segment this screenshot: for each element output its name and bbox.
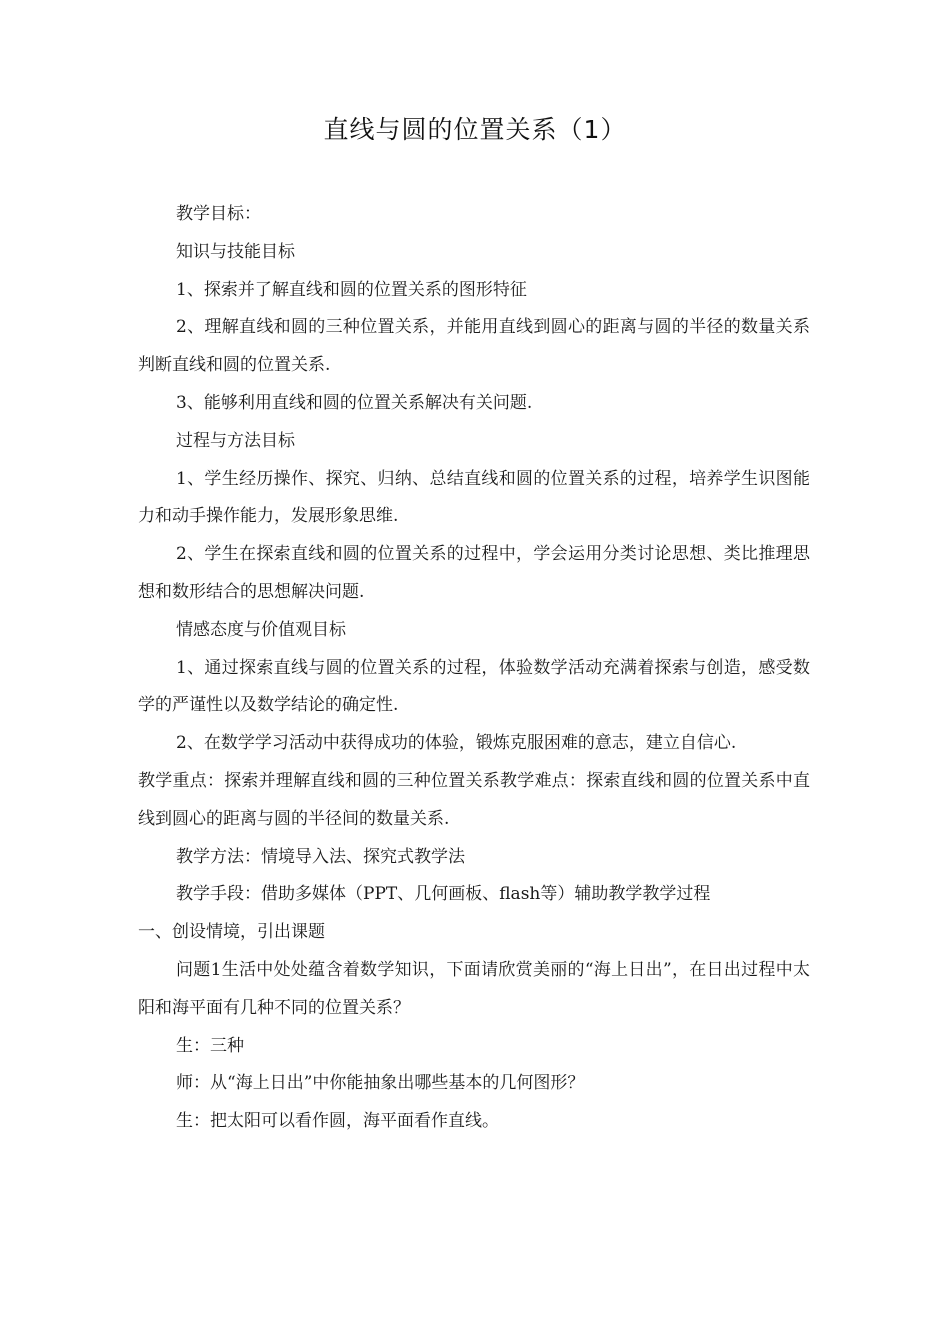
objective-item: 2、理解直线和圆的三种位置关系，并能用直线到圆心的距离与圆的半径的数量关系判断直线和圆的位置关系. (138, 317, 810, 376)
dialogue-line: 生：把太阳可以看作圆，海平面看作直线。 (176, 1111, 499, 1132)
teaching-means: 教学手段：借助多媒体（PPT、几何画板、flash等）辅助教学教学过程 (176, 884, 711, 905)
objective-item: 2、在数学学习活动中获得成功的体验，锻炼克服困难的意志，建立自信心. (176, 733, 737, 754)
key-points-paragraph: 教学重点：探索并理解直线和圆的三种位置关系教学难点：探索直线和圆的位置关系中直线到圆心的距离与圆的半径间的数量关系. (138, 770, 810, 829)
objective-item: 3、能够利用直线和圆的位置关系解决有关问题. (176, 392, 533, 413)
objective-item: 1、通过探索直线与圆的位置关系的过程，体验数学活动充满着探索与创造，感受数学的严谨性以及数学结论的确定性. (138, 657, 810, 716)
subheading-process-methods: 过程与方法目标 (176, 430, 295, 451)
section-heading-objectives: 教学目标： (176, 204, 261, 224)
objective-item: 2、学生在探索直线和圆的位置关系的过程中，学会运用分类讨论思想、类比推理思想和数形结合的思想解决问题. (138, 544, 810, 602)
objective-item: 1、学生经历操作、探究、归纳、总结直线和圆的位置关系的过程，培养学生识图能力和动手操作能力，发展形象思维. (138, 468, 810, 527)
document-title: 直线与圆的位置关系（1） (323, 115, 627, 144)
teaching-methods: 教学方法：情境导入法、探究式教学法 (176, 846, 465, 867)
dialogue-line: 生：三种 (176, 1035, 244, 1056)
dialogue-line: 师：从“海上日出”中你能抽象出哪些基本的几何图形？ (176, 1073, 585, 1094)
objective-item: 1、探索并了解直线和圆的位置关系的图形特征 (176, 279, 527, 300)
question-paragraph: 问题1生活中处处蕴含着数学知识，下面请欣赏美丽的“海上日出”，在日出过程中太阳和海平面有几种不同的位置关系？ (138, 959, 810, 1018)
subheading-knowledge-skills: 知识与技能目标 (176, 241, 295, 262)
section-heading-scenario: 一、创设情境，引出课题 (138, 922, 325, 943)
subheading-emotion-values: 情感态度与价值观目标 (176, 619, 346, 640)
document-body (138, 196, 810, 1141)
